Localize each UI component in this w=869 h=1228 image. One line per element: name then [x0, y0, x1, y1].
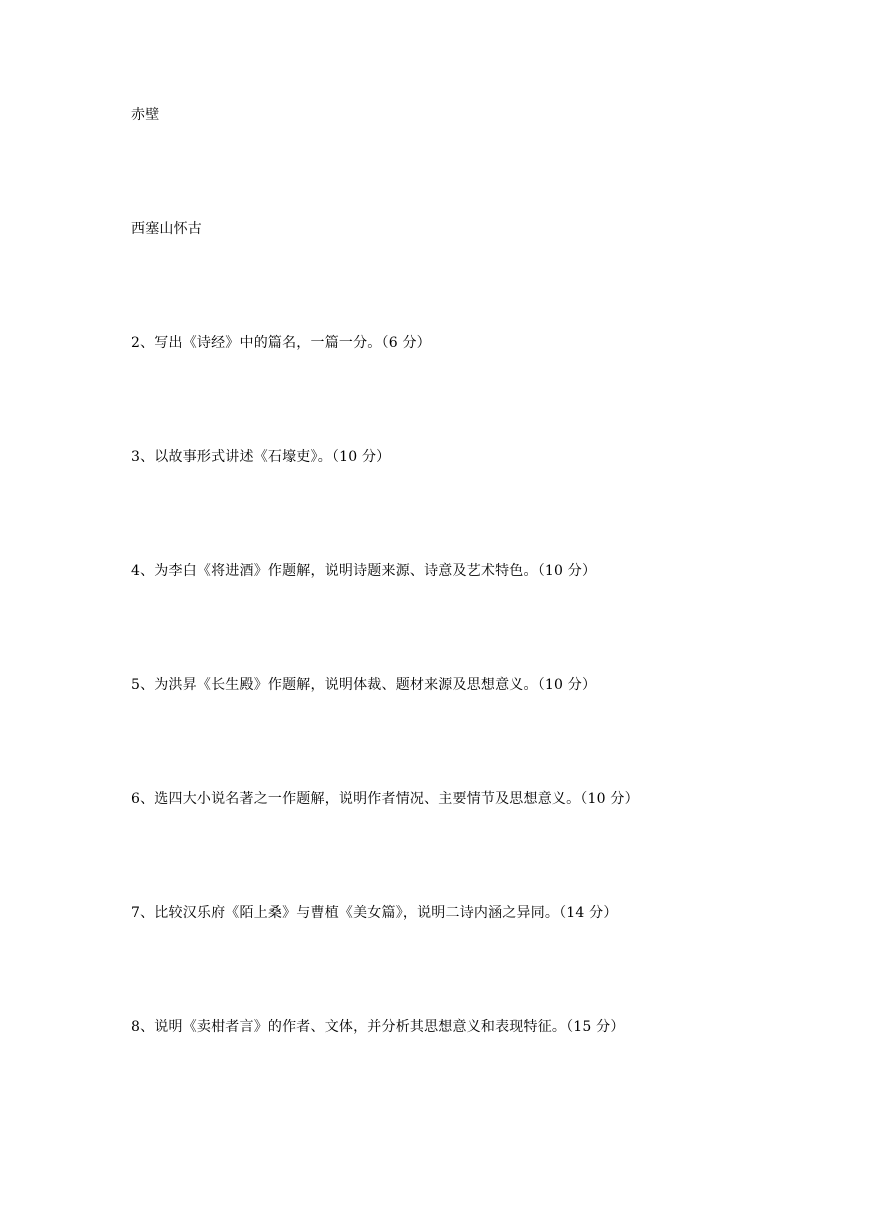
question-3: 3、以故事形式讲述《石壕吏》。（10 分）: [131, 449, 391, 465]
question-6: 6、选四大小说名著之一作题解，说明作者情况、主要情节及思想意义。（10 分）: [131, 791, 639, 807]
poem-title-chibi: 赤壁: [131, 107, 160, 123]
question-5: 5、为洪昇《长生殿》作题解，说明体裁、题材来源及思想意义。（10 分）: [131, 677, 597, 693]
question-7: 7、比较汉乐府《陌上桑》与曹植《美女篇》，说明二诗内涵之异同。（14 分）: [131, 905, 618, 921]
question-8: 8、说明《卖柑者言》的作者、文体，并分析其思想意义和表现特征。（15 分）: [131, 1019, 625, 1035]
poem-title-xisaishan: 西塞山怀古: [131, 221, 202, 237]
question-2: 2、写出《诗经》中的篇名，一篇一分。（6 分）: [131, 335, 431, 351]
question-4: 4、为李白《将进酒》作题解，说明诗题来源、诗意及艺术特色。（10 分）: [131, 563, 597, 579]
